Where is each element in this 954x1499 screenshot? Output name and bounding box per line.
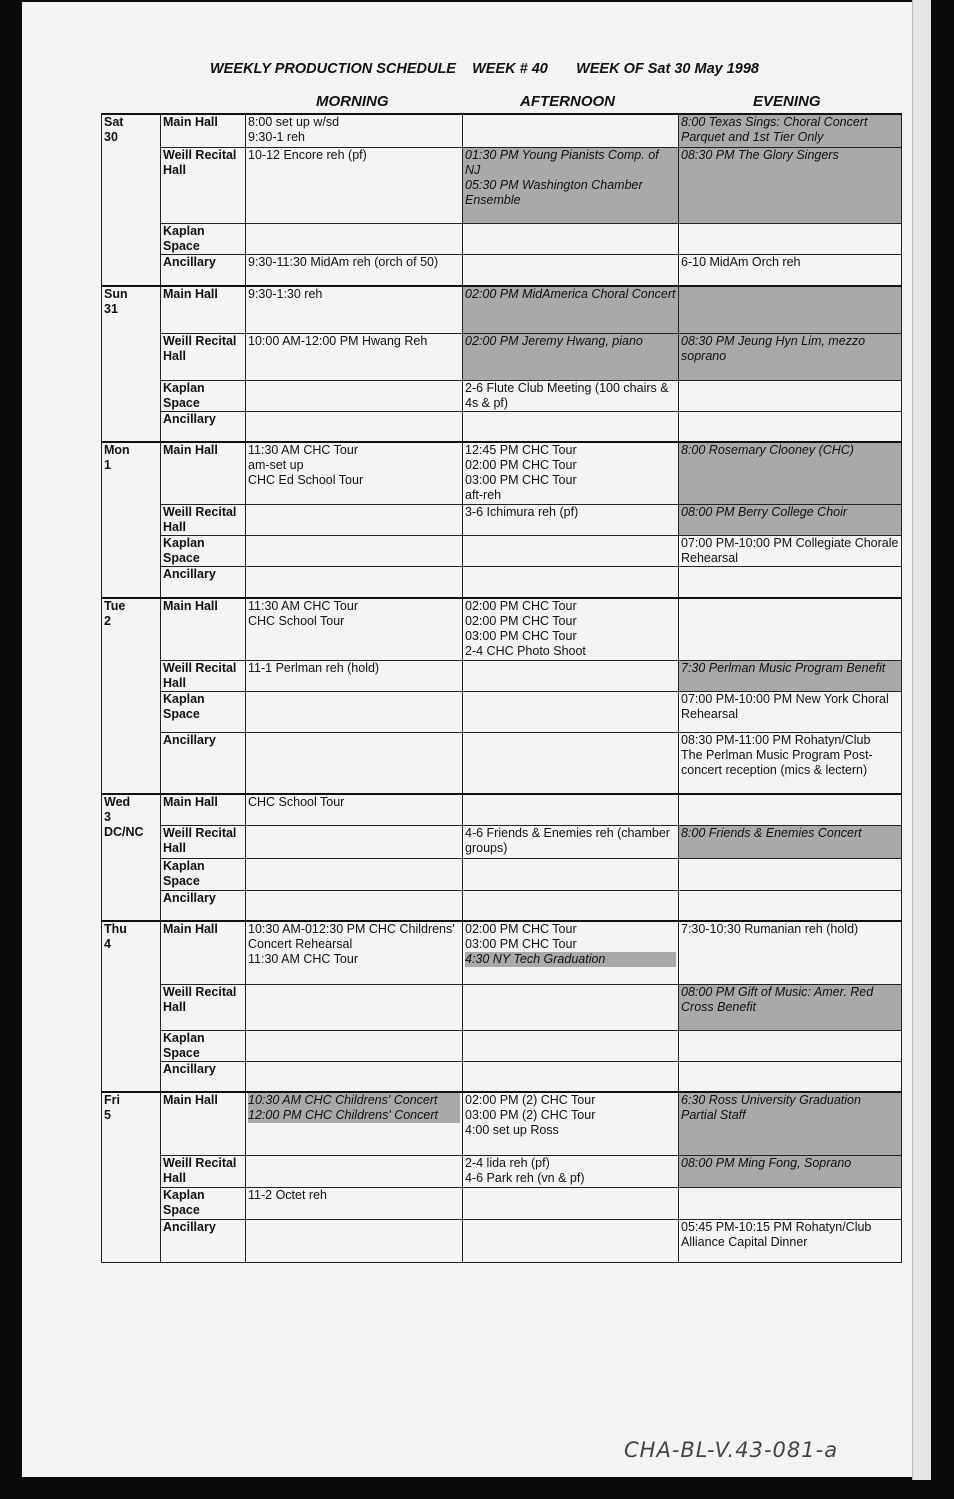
entry-line: 12:00 PM CHC Childrens' Concert bbox=[248, 1108, 460, 1123]
evening-cell bbox=[679, 794, 902, 825]
afternoon-cell bbox=[463, 380, 679, 411]
evening-cell bbox=[679, 691, 902, 732]
entry-line: Parquet and 1st Tier Only bbox=[681, 130, 824, 144]
entry-line: 05:30 PM Washington Chamber Ensemble bbox=[465, 177, 647, 207]
evening-cell bbox=[679, 921, 902, 984]
schedule-title bbox=[210, 61, 759, 77]
room-cell: Weill Recital Hall bbox=[161, 1155, 246, 1187]
morning-cell bbox=[246, 535, 463, 566]
room-cell: Kaplan Space bbox=[161, 223, 246, 254]
evening-cell bbox=[679, 504, 902, 535]
evening-cell bbox=[679, 147, 902, 223]
day-name: Sun bbox=[104, 287, 128, 301]
afternoon-cell bbox=[463, 1187, 679, 1219]
morning-cell bbox=[246, 1061, 463, 1092]
room-cell: Kaplan Space bbox=[161, 535, 246, 566]
evening-cell bbox=[679, 890, 902, 921]
entry-line: 07:00 PM-10:00 PM New York Choral Rehearsal bbox=[681, 691, 893, 721]
room-cell: Ancillary bbox=[161, 732, 246, 794]
evening-cell bbox=[679, 858, 902, 890]
table-row bbox=[102, 147, 902, 223]
entry-line: CHC School Tour bbox=[248, 795, 345, 809]
afternoon-cell bbox=[463, 1061, 679, 1092]
entry-line: 02:00 PM (2) CHC Tour bbox=[465, 1093, 596, 1107]
table-row bbox=[102, 411, 902, 442]
entry-line: 7:30-10:30 Rumanian reh (hold) bbox=[681, 922, 859, 936]
afternoon-cell bbox=[463, 333, 679, 380]
entry-line: 11:30 AM CHC Tour bbox=[248, 443, 359, 457]
entry-line: 4:00 set up Ross bbox=[465, 1123, 559, 1137]
entry-line: 01:30 PM Young Pianists Comp. of NJ bbox=[465, 147, 663, 177]
entry-line: 7:30 Perlman Music Program Benefit bbox=[681, 660, 886, 675]
table-row bbox=[102, 825, 902, 858]
morning-cell bbox=[246, 411, 463, 442]
entry-line: 02:00 PM CHC Tour bbox=[465, 614, 577, 628]
entry-line: 3-6 Ichimura reh (pf) bbox=[465, 504, 579, 519]
week-number: WEEK # 40 bbox=[472, 61, 548, 77]
room-cell: Main Hall bbox=[161, 921, 246, 984]
evening-cell bbox=[679, 286, 902, 333]
entry-line: 08:30 PM The Glory Singers bbox=[681, 147, 839, 162]
afternoon-cell bbox=[463, 147, 679, 223]
afternoon-cell bbox=[463, 535, 679, 566]
day-number: 30 bbox=[104, 130, 118, 144]
entry-line: 8:00 Texas Sings: Choral Concert bbox=[681, 115, 868, 129]
room-cell: Main Hall bbox=[161, 442, 246, 504]
entry-line: 10:00 AM-12:00 PM Hwang Reh bbox=[248, 333, 428, 348]
room-cell: Weill Recital Hall bbox=[161, 984, 246, 1030]
entry-line: 11:30 AM CHC Tour bbox=[248, 952, 359, 966]
afternoon-cell bbox=[463, 794, 679, 825]
entry-line: 02:00 PM CHC Tour bbox=[465, 458, 577, 472]
morning-cell bbox=[246, 984, 463, 1030]
morning-cell bbox=[246, 1030, 463, 1061]
evening-cell bbox=[679, 442, 902, 504]
day-number: 2 bbox=[104, 614, 111, 628]
entry-line: 2-4 lida reh (pf) bbox=[465, 1155, 550, 1170]
day-name: Tue bbox=[104, 599, 126, 613]
day-cell bbox=[102, 921, 161, 1092]
entry-line: 03:00 PM CHC Tour bbox=[465, 937, 577, 951]
entry-line: 02:00 PM CHC Tour bbox=[465, 599, 577, 613]
evening-cell bbox=[679, 1155, 902, 1187]
evening-cell bbox=[679, 566, 902, 598]
entry-line: 2-6 Flute Club Meeting (100 chairs & 4s & pf) bbox=[465, 380, 673, 410]
table-row bbox=[102, 380, 902, 411]
morning-cell bbox=[246, 147, 463, 223]
table-row bbox=[102, 442, 902, 504]
entry-line: 12:45 PM CHC Tour bbox=[465, 443, 577, 457]
room-cell: Main Hall bbox=[161, 598, 246, 660]
room-cell: Weill Recital Hall bbox=[161, 504, 246, 535]
day-cell bbox=[102, 286, 161, 442]
morning-cell bbox=[246, 286, 463, 333]
entry-line: 08:30 PM-11:00 PM Rohatyn/Club bbox=[681, 732, 871, 747]
evening-cell bbox=[679, 825, 902, 858]
room-cell: Kaplan Space bbox=[161, 1187, 246, 1219]
evening-cell bbox=[679, 380, 902, 411]
afternoon-cell bbox=[463, 223, 679, 254]
table-row bbox=[102, 1061, 902, 1092]
table-row bbox=[102, 732, 902, 794]
entry-line: 10:30 AM-012:30 PM CHC Childrens' Concert Rehearsal bbox=[248, 922, 459, 951]
table-row bbox=[102, 691, 902, 732]
entry-line: Alliance Capital Dinner bbox=[681, 1234, 808, 1249]
table-row bbox=[102, 858, 902, 890]
afternoon-cell bbox=[463, 890, 679, 921]
table-row bbox=[102, 921, 902, 984]
morning-cell bbox=[246, 1155, 463, 1187]
evening-cell bbox=[679, 333, 902, 380]
table-row bbox=[102, 1092, 902, 1155]
room-cell: Ancillary bbox=[161, 566, 246, 598]
entry-line: 11-2 Octet reh bbox=[248, 1187, 327, 1202]
afternoon-cell bbox=[463, 825, 679, 858]
day-name: Mon bbox=[104, 443, 130, 457]
morning-cell bbox=[246, 504, 463, 535]
afternoon-cell bbox=[463, 1030, 679, 1061]
entry-line: 4-6 Friends & Enemies reh (chamber groups) bbox=[465, 825, 674, 855]
entry-line: 9:30-1 reh bbox=[248, 130, 305, 144]
evening-cell bbox=[679, 223, 902, 254]
entry-line: 11-1 Perlman reh (hold) bbox=[248, 660, 380, 675]
afternoon-cell bbox=[463, 1219, 679, 1262]
afternoon-cell bbox=[463, 984, 679, 1030]
afternoon-header: AFTERNOON bbox=[520, 93, 615, 110]
evening-cell bbox=[679, 114, 902, 147]
morning-cell bbox=[246, 566, 463, 598]
afternoon-cell bbox=[463, 442, 679, 504]
entry-line: CHC Ed School Tour bbox=[248, 473, 364, 487]
entry-line: 02:00 PM Jeremy Hwang, piano bbox=[465, 333, 643, 348]
entry-line: 08:00 PM Ming Fong, Soprano bbox=[681, 1155, 852, 1170]
evening-cell bbox=[679, 984, 902, 1030]
morning-cell bbox=[246, 691, 463, 732]
room-cell: Main Hall bbox=[161, 114, 246, 147]
evening-cell bbox=[679, 1187, 902, 1219]
morning-cell bbox=[246, 442, 463, 504]
morning-cell bbox=[246, 890, 463, 921]
afternoon-cell bbox=[463, 254, 679, 286]
day-cell bbox=[102, 114, 161, 286]
table-row bbox=[102, 223, 902, 254]
room-cell: Main Hall bbox=[161, 1092, 246, 1155]
afternoon-cell bbox=[463, 660, 679, 691]
morning-cell bbox=[246, 380, 463, 411]
table-row bbox=[102, 660, 902, 691]
entry-line: 07:00 PM-10:00 PM Collegiate Chorale Rehearsal bbox=[681, 535, 902, 565]
entry-line: The Perlman Music Program Post-concert reception (mics & lectern) bbox=[681, 747, 873, 777]
paper-edge bbox=[912, 0, 931, 1480]
evening-cell bbox=[679, 1061, 902, 1092]
afternoon-cell bbox=[463, 858, 679, 890]
morning-cell bbox=[246, 333, 463, 380]
afternoon-cell bbox=[463, 598, 679, 660]
entry-line: 6-10 MidAm Orch reh bbox=[681, 254, 801, 269]
day-cell bbox=[102, 794, 161, 921]
evening-cell bbox=[679, 660, 902, 691]
table-row bbox=[102, 1219, 902, 1262]
evening-cell bbox=[679, 1219, 902, 1262]
room-cell: Weill Recital Hall bbox=[161, 660, 246, 691]
morning-cell bbox=[246, 1219, 463, 1262]
day-name: Fri bbox=[104, 1093, 120, 1107]
table-row bbox=[102, 114, 902, 147]
room-cell: Main Hall bbox=[161, 286, 246, 333]
room-cell: Ancillary bbox=[161, 254, 246, 286]
room-cell: Ancillary bbox=[161, 890, 246, 921]
room-cell: Ancillary bbox=[161, 1219, 246, 1262]
room-cell: Main Hall bbox=[161, 794, 246, 825]
day-cell bbox=[102, 1092, 161, 1262]
day-note: DC/NC bbox=[104, 825, 144, 839]
day-number: 3 bbox=[104, 810, 111, 824]
schedule-table bbox=[101, 113, 902, 1263]
entry-line: 10:30 AM CHC Childrens' Concert bbox=[248, 1093, 460, 1108]
day-cell bbox=[102, 442, 161, 598]
table-row bbox=[102, 504, 902, 535]
entry-line: 8:00 Rosemary Clooney (CHC) bbox=[681, 443, 854, 457]
week-of: WEEK OF Sat 30 May 1998 bbox=[576, 61, 759, 77]
morning-header: MORNING bbox=[316, 93, 389, 110]
entry-line: 02:00 PM CHC Tour bbox=[465, 922, 577, 936]
afternoon-cell bbox=[463, 1155, 679, 1187]
evening-cell bbox=[679, 411, 902, 442]
entry-line: 03:00 PM CHC Tour bbox=[465, 473, 577, 487]
morning-cell bbox=[246, 1187, 463, 1219]
afternoon-cell bbox=[463, 114, 679, 147]
room-cell: Ancillary bbox=[161, 1061, 246, 1092]
entry-line: 10-12 Encore reh (pf) bbox=[248, 147, 367, 162]
afternoon-cell bbox=[463, 286, 679, 333]
entry-line: 8:00 Friends & Enemies Concert bbox=[681, 825, 862, 840]
afternoon-cell bbox=[463, 921, 679, 984]
morning-cell bbox=[246, 1092, 463, 1155]
morning-cell bbox=[246, 732, 463, 794]
entry-line: 9:30-1:30 reh bbox=[248, 287, 323, 301]
day-number: 4 bbox=[104, 937, 111, 951]
table-row bbox=[102, 333, 902, 380]
entry-line: 9:30-11:30 MidAm reh (orch of 50) bbox=[248, 254, 439, 269]
afternoon-cell bbox=[463, 566, 679, 598]
evening-cell bbox=[679, 732, 902, 794]
evening-cell bbox=[679, 1092, 902, 1155]
entry-line: 4-6 Park reh (vn & pf) bbox=[465, 1170, 585, 1185]
entry-line: 02:00 PM MidAmerica Choral Concert bbox=[465, 287, 676, 301]
morning-cell bbox=[246, 223, 463, 254]
table-row bbox=[102, 598, 902, 660]
table-row bbox=[102, 984, 902, 1030]
room-cell: Ancillary bbox=[161, 411, 246, 442]
day-number: 1 bbox=[104, 458, 111, 472]
evening-cell bbox=[679, 254, 902, 286]
morning-cell bbox=[246, 660, 463, 691]
table-row bbox=[102, 1155, 902, 1187]
entry-line: 4:30 NY Tech Graduation bbox=[465, 952, 676, 967]
entry-line: 03:00 PM (2) CHC Tour bbox=[465, 1108, 596, 1122]
room-cell: Weill Recital Hall bbox=[161, 147, 246, 223]
evening-header: EVENING bbox=[753, 93, 821, 110]
table-row bbox=[102, 286, 902, 333]
morning-cell bbox=[246, 921, 463, 984]
room-cell: Weill Recital Hall bbox=[161, 825, 246, 858]
entry-line: 11:30 AM CHC Tour bbox=[248, 599, 359, 613]
day-number: 31 bbox=[104, 302, 118, 316]
room-cell: Kaplan Space bbox=[161, 380, 246, 411]
morning-cell bbox=[246, 114, 463, 147]
entry-line: 08:30 PM Jeung Hyn Lim, mezzo soprano bbox=[681, 333, 869, 363]
day-cell bbox=[102, 598, 161, 794]
entry-line: 08:00 PM Gift of Music: Amer. Red Cross Benefit bbox=[681, 984, 877, 1014]
entry-line: aft-reh bbox=[465, 488, 502, 502]
entry-line: 03:00 PM CHC Tour bbox=[465, 629, 577, 643]
table-row bbox=[102, 566, 902, 598]
afternoon-cell bbox=[463, 504, 679, 535]
morning-cell bbox=[246, 825, 463, 858]
table-row bbox=[102, 794, 902, 825]
day-name: Wed bbox=[104, 795, 131, 809]
table-row bbox=[102, 535, 902, 566]
handwritten-catalog-number: CHA-BL-V.43-081-a bbox=[624, 1438, 839, 1462]
day-name: Thu bbox=[104, 922, 127, 936]
entry-line: 05:45 PM-10:15 PM Rohatyn/Club bbox=[681, 1219, 872, 1234]
afternoon-cell bbox=[463, 732, 679, 794]
table-row bbox=[102, 890, 902, 921]
afternoon-cell bbox=[463, 1092, 679, 1155]
room-cell: Weill Recital Hall bbox=[161, 333, 246, 380]
evening-cell bbox=[679, 1030, 902, 1061]
table-row bbox=[102, 1030, 902, 1061]
entry-line: 08:00 PM Berry College Choir bbox=[681, 504, 848, 519]
entry-line: 6:30 Ross University Graduation Partial Staff bbox=[681, 1093, 865, 1122]
title-text: WEEKLY PRODUCTION SCHEDULE bbox=[210, 61, 456, 77]
day-name: Sat bbox=[104, 115, 124, 129]
afternoon-cell bbox=[463, 411, 679, 442]
table-row bbox=[102, 1187, 902, 1219]
morning-cell bbox=[246, 598, 463, 660]
room-cell: Kaplan Space bbox=[161, 858, 246, 890]
evening-cell bbox=[679, 535, 902, 566]
entry-line: CHC School Tour bbox=[248, 614, 345, 628]
morning-cell bbox=[246, 254, 463, 286]
entry-line: 8:00 set up w/sd bbox=[248, 115, 340, 129]
morning-cell bbox=[246, 858, 463, 890]
day-number: 5 bbox=[104, 1108, 111, 1122]
room-cell: Kaplan Space bbox=[161, 1030, 246, 1061]
evening-cell bbox=[679, 598, 902, 660]
entry-line: 2-4 CHC Photo Shoot bbox=[465, 644, 586, 658]
table-row bbox=[102, 254, 902, 286]
room-cell: Kaplan Space bbox=[161, 691, 246, 732]
afternoon-cell bbox=[463, 691, 679, 732]
entry-line: am-set up bbox=[248, 458, 304, 472]
morning-cell bbox=[246, 794, 463, 825]
